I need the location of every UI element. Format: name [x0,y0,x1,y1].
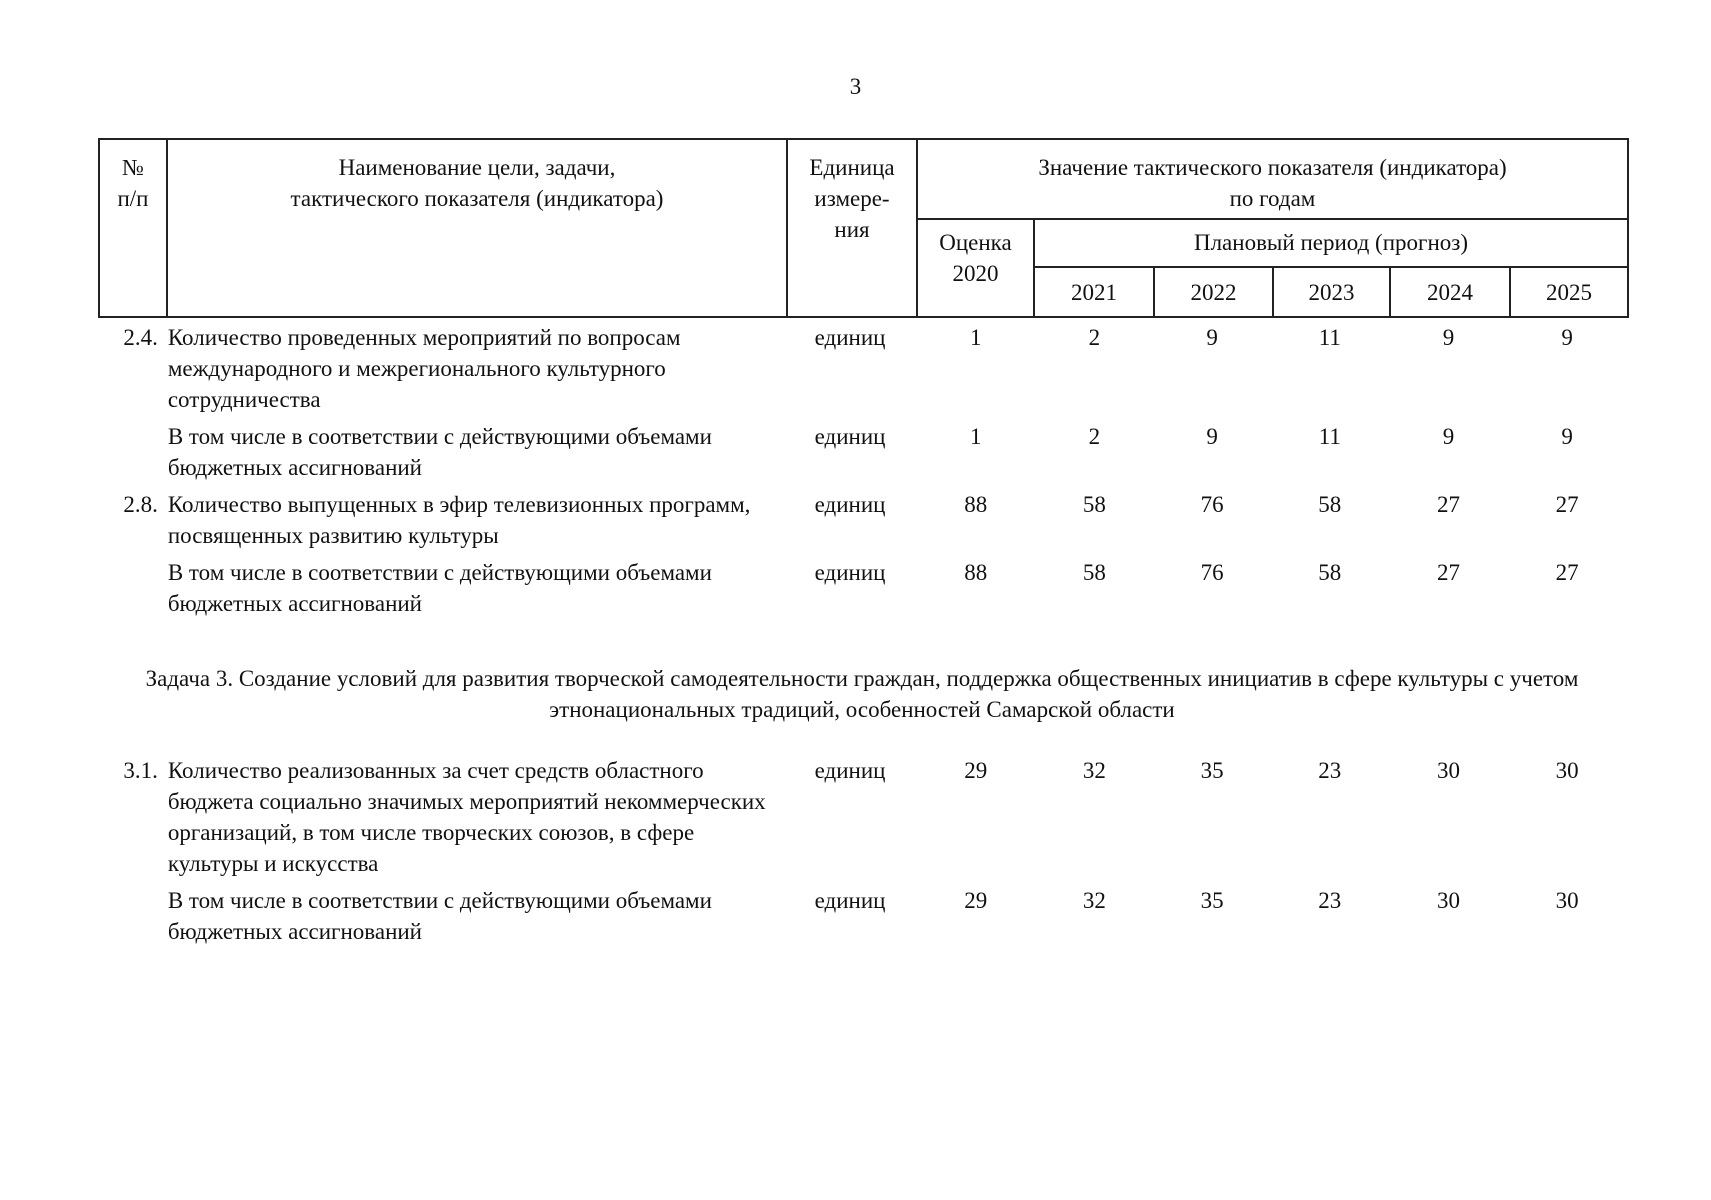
table-row [98,421,1626,483]
row-number: 2.4. [123,325,158,350]
header-estimate: Оценка 2020 [917,219,1034,317]
row-value: 11 [1318,325,1341,350]
row-value: 30 [1436,888,1460,913]
table-row [98,322,1626,415]
header-unit: Единица измере- ния [787,139,917,317]
row-name: В том числе в соответствии с действующими объемами бюджетных ассигнований [167,888,712,944]
row-value: 29 [964,888,988,913]
row-value: 30 [1555,758,1579,783]
row-number: 2.8. [123,492,158,517]
row-value: 58 [1318,492,1342,517]
row-value: 27 [1436,560,1460,585]
row-value: 27 [1436,492,1460,517]
row-value: 30 [1436,758,1460,783]
row-value: 9 [1442,325,1455,350]
rows-top [98,322,1626,625]
row-value: 23 [1318,758,1342,783]
task-title: Задача 3. Создание условий для развития творческой самодеятельности граждан, поддержка общественных инициатив в сфере культуры с учетом этнонациональных традиций, особенностей Самарской области [145,666,1579,722]
page-number: 3 [849,74,862,99]
row-value: 27 [1555,492,1579,517]
row-value: 29 [964,758,988,783]
row-unit: единиц [814,424,886,449]
row-number [98,885,166,947]
row-value: 35 [1200,888,1224,913]
row-value: 2 [1088,325,1101,350]
row-value: 2 [1088,424,1101,449]
row-name: Количество выпущенных в эфир телевизионных программ, посвященных развитию культуры [167,492,751,548]
table-row [98,755,1626,879]
row-value: 1 [969,325,982,350]
row-value: 9 [1561,424,1573,449]
row-value: 58 [1082,492,1106,517]
row-name: Количество реализованных за счет средств областного бюджета социально значимых мероприятий некоммерческих организаций, в том числе творческих союзов, в сфере культуры и искусства [167,758,766,876]
row-value: 9 [1206,424,1218,449]
row-value: 32 [1082,888,1106,913]
header-num: № п/п [99,139,167,317]
row-value: 9 [1206,325,1218,350]
row-number [98,557,166,619]
table-row [98,885,1626,947]
row-value: 58 [1318,560,1342,585]
header-year: 2025 [1510,267,1628,317]
row-unit: единиц [814,758,886,783]
row-unit: единиц [814,888,886,913]
row-number: 3.1. [123,758,158,783]
row-value: 88 [964,560,988,585]
row-name: В том числе в соответствии с действующими объемами бюджетных ассигнований [167,560,712,616]
header-year: 2021 [1034,267,1154,317]
table-body [98,322,1626,953]
header-year: 2022 [1154,267,1273,317]
row-value: 35 [1200,758,1224,783]
header-name: Наименование цели, задачи, тактического показателя (индикатора) [167,139,787,317]
rows-bottom [98,755,1626,953]
row-value: 27 [1555,560,1579,585]
table-header [98,138,1629,318]
row-unit: единиц [814,560,886,585]
table-row [98,489,1626,551]
row-unit: единиц [814,325,886,350]
row-number [98,421,166,483]
header-year: 2023 [1273,267,1390,317]
row-value: 58 [1082,560,1106,585]
row-value: 1 [969,424,982,449]
header-plan: Плановый период (прогноз) [1034,219,1628,267]
row-value: 76 [1200,492,1224,517]
row-value: 32 [1082,758,1106,783]
table-row [98,557,1626,619]
row-value: 23 [1318,888,1342,913]
row-value: 30 [1555,888,1579,913]
row-value: 76 [1200,560,1224,585]
row-value: 9 [1561,325,1573,350]
row-value: 9 [1442,424,1455,449]
row-value: 88 [964,492,988,517]
row-unit: единиц [814,492,886,517]
row-value: 11 [1318,424,1341,449]
header-values-title: Значение тактического показателя (индикатора) по годам [917,139,1628,219]
row-name: В том числе в соответствии с действующими объемами бюджетных ассигнований [167,424,712,480]
row-name: Количество проведенных мероприятий по вопросам международного и межрегионального культурного сотрудничества [167,325,681,412]
header-year: 2024 [1390,267,1510,317]
